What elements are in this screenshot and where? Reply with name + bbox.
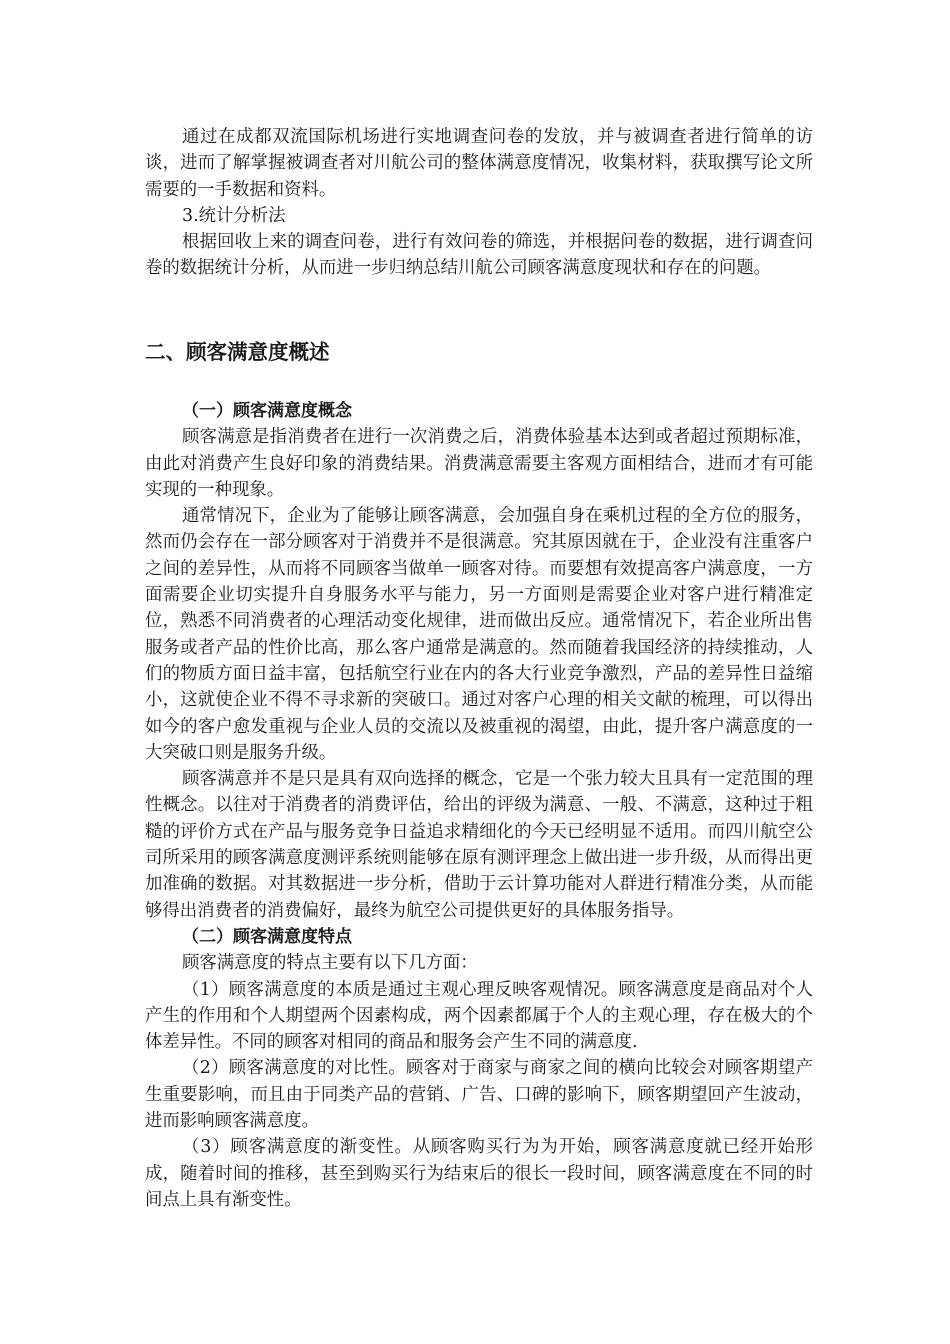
- section-2-item-1: （1）顾客满意度的本质是通过主观心理反映客观情况。顾客满意度是商品对个人产生的作用和个人期望两个因素构成，两个因素都属于个人的主观心理，存在极大的个体差异性。不同的顾客对相同的商品和服务会产生不同的满意度.: [145, 979, 813, 1053]
- chapter-2-body: [145, 398, 813, 1213]
- section-1-paragraph-2: 通常情况下，企业为了能够让顾客满意，会加强自身在乘机过程的全方位的服务，然而仍会存在一部分顾客对于消费并不是很满意。究其原因就在于，企业没有注重客户之间的差异性，从而将不同顾客当做单一顾客对待。而要想有效提高客户满意度，一方面需要企业切实提升自身服务水平与能力，另一方面则是需要企业对客户进行精准定位，熟悉不同消费者的心理活动变化规律，进而做出反应。通常情况下，若企业所出售服务或者产品的性价比高，那么客户通常是满意的。然而随着我国经济的持续推动，人们的物质方面日益丰富，包括航空行业在内的各大行业竞争激烈，产品的差异性日益缩小，这就使企业不得不寻求新的突破口。通过对客户心理的相关文献的梳理，可以得出如今的客户愈发重视与企业人员的交流以及被重视的渴望，由此，提升客户满意度的一大突破口则是服务升级。: [145, 506, 813, 763]
- section-2-intro: 顾客满意度的特点主要有以下几方面：: [182, 953, 478, 974]
- section-1-paragraph-1: 顾客满意是指消费者在进行一次消费之后，消费体验基本达到或者超过预期标准，由此对消费产生良好印象的消费结果。消费满意需要主客观方面相结合，进而才有可能实现的一种现象。: [145, 427, 813, 500]
- section-1-paragraph-3: 顾客满意并不是只是具有双向选择的概念，它是一个张力较大且具有一定范围的理性概念。以往对于消费者的消费评估，给出的评级为满意、一般、不满意，这种过于粗糙的评价方式在产品与服务竞争日益追求精细化的今天已经明显不适用。而四川航空公司所采用的顾客满意度测评系统则能够在原有测评理念上做出进一步升级，从而得出更加准确的数据。对其数据进一步分析，借助于云计算功能对人群进行精准分类，从而能够得出消费者的消费偏好，最终为航空公司提供更好的具体服务指导。: [145, 769, 813, 921]
- method-3-title: 3.统计分析法: [182, 205, 286, 226]
- section-2-item-3: （3）顾客满意度的渐变性。从顾客购买行为为开始，顾客满意度就已经开始形成，随着时间的推移，甚至到购买行为结束后的很长一段时间，顾客满意度在不同的时间点上具有渐变性。: [145, 1137, 813, 1210]
- chapter-2-heading: 二、顾客满意度概述: [145, 340, 330, 364]
- intro-block: [145, 124, 813, 282]
- section-2-heading: （二）顾客满意度特点: [182, 926, 352, 947]
- intro-paragraph-1: 通过在成都双流国际机场进行实地调查问卷的发放，并与被调查者进行简单的访谈，进而了解掌握被调查者对川航公司的整体满意度情况，收集材料，获取撰写论文所需要的一手数据和资料。: [145, 127, 813, 200]
- section-2-item-2: （2）顾客满意度的对比性。顾客对于商家与商家之间的横向比较会对顾客期望产生重要影响，而且由于同类产品的营销、广告、口碑的影响下，顾客期望回产生波动，进而影响顾客满意度。: [145, 1058, 813, 1132]
- section-1-heading: （一）顾客满意度概念: [182, 401, 352, 421]
- intro-paragraph-2: 根据回收上来的调查问卷，进行有效问卷的筛选，并根据问卷的数据，进行调查问卷的数据统计分析，从而进一步归纳总结川航公司顾客满意度现状和存在的问题。: [145, 232, 813, 279]
